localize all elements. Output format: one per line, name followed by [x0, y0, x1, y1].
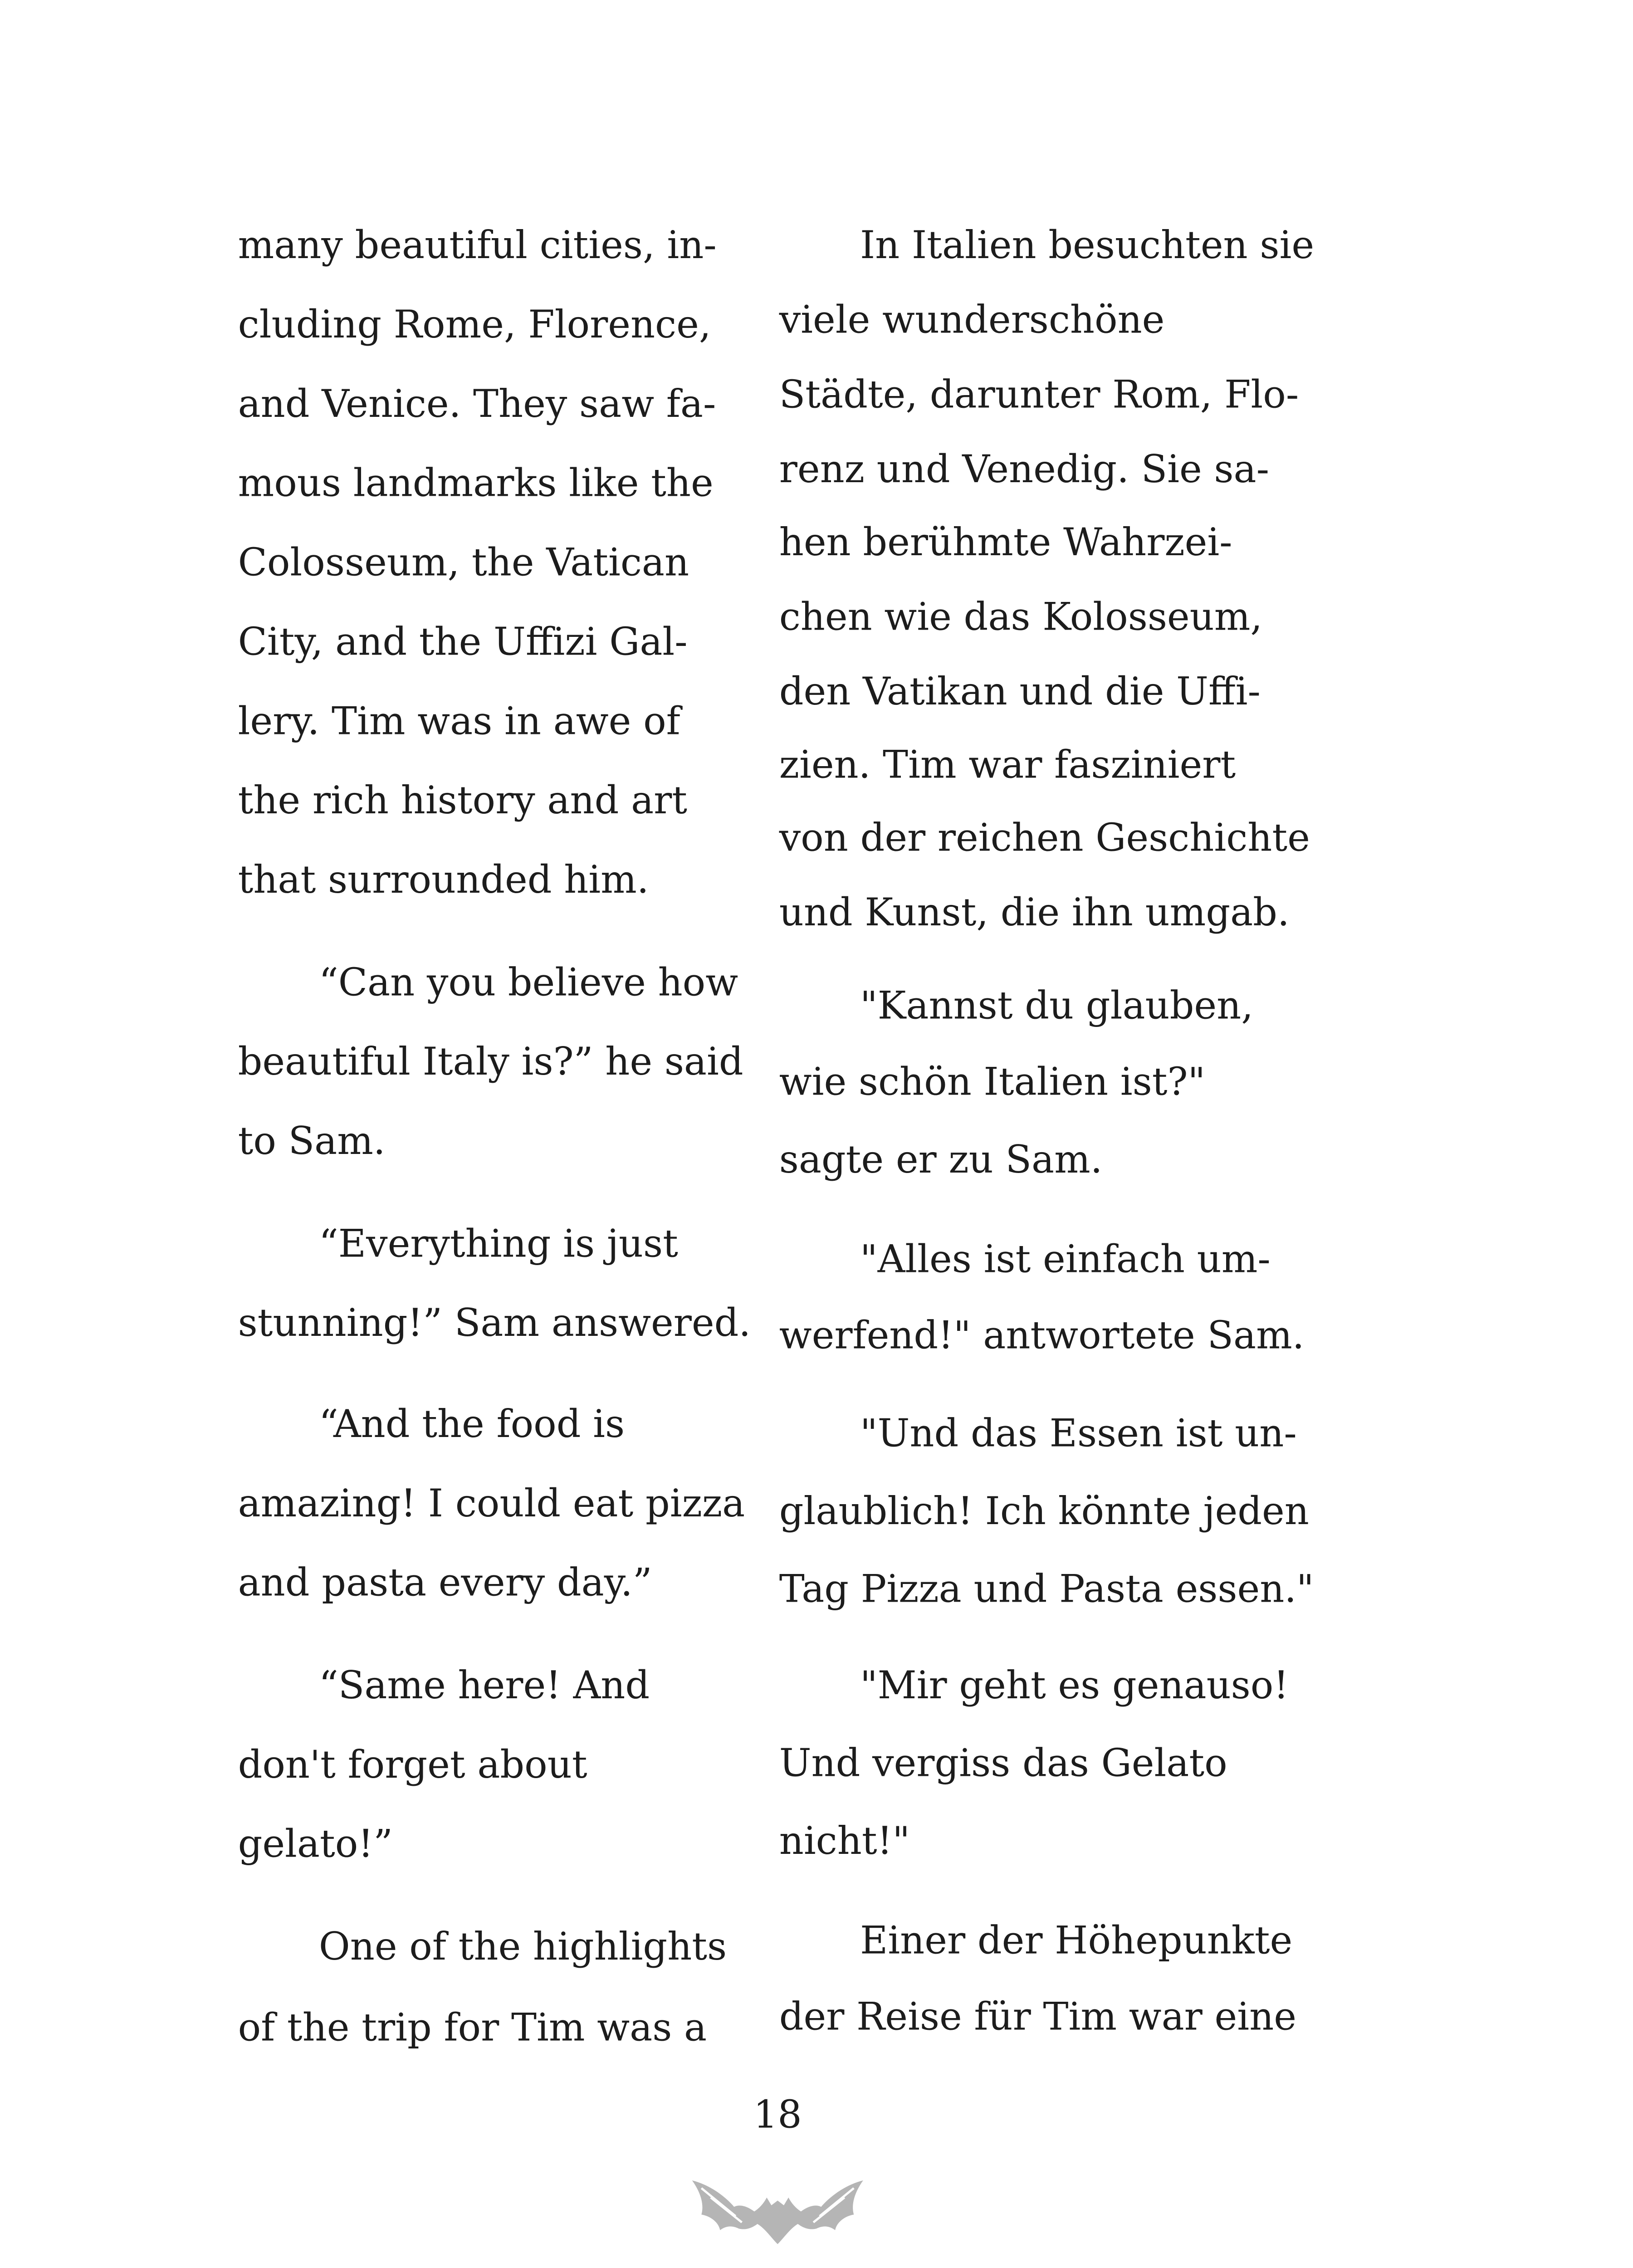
- german-line: hen berühmte Wahrzei-: [779, 519, 1232, 565]
- english-line: “And the food is: [318, 1401, 625, 1447]
- german-line: "Kannst du glauben,: [860, 982, 1253, 1028]
- german-line: den Vatikan und die Uffi-: [779, 669, 1261, 714]
- english-line: many beautiful cities, in-: [238, 222, 717, 268]
- german-line: zien. Tim war fasziniert: [779, 742, 1236, 787]
- english-line: cluding Rome, Florence,: [238, 302, 711, 347]
- bat-icon: [692, 2166, 863, 2247]
- page-number: 18: [753, 2092, 802, 2137]
- bat-shape: [692, 2180, 863, 2244]
- english-line: Colosseum, the Vatican: [238, 539, 689, 585]
- german-line: viele wunderschöne: [779, 297, 1165, 342]
- english-line: and pasta every day.”: [238, 1559, 652, 1605]
- english-line: City, and the Uffizi Gal-: [238, 619, 688, 664]
- german-line: Städte, darunter Rom, Flo-: [779, 371, 1299, 417]
- german-line: sagte er zu Sam.: [779, 1137, 1103, 1182]
- german-line: nicht!": [779, 1818, 910, 1863]
- english-line: that surrounded him.: [238, 857, 649, 902]
- english-line: the rich history and art: [238, 777, 688, 823]
- english-line: One of the highlights: [318, 1924, 727, 1969]
- english-line: lery. Tim was in awe of: [238, 698, 680, 743]
- german-line: von der reichen Geschichte: [779, 815, 1310, 860]
- german-line: wie schön Italien ist?": [779, 1059, 1206, 1105]
- german-line: chen wie das Kolosseum,: [779, 594, 1263, 640]
- english-line: amazing! I could eat pizza: [238, 1480, 745, 1526]
- german-line: In Italien besuchten sie: [860, 222, 1315, 268]
- german-line: renz und Venedig. Sie sa-: [779, 446, 1270, 492]
- german-line: und Kunst, die ihn umgab.: [779, 890, 1290, 935]
- german-line: Tag Pizza und Pasta essen.": [779, 1566, 1314, 1611]
- english-line: to Sam.: [238, 1118, 386, 1163]
- german-line: "Mir geht es genauso!: [860, 1662, 1289, 1708]
- german-line: Und vergiss das Gelato: [779, 1740, 1227, 1785]
- german-line: "Und das Essen ist un-: [860, 1410, 1297, 1456]
- german-line: der Reise für Tim war eine: [779, 1994, 1296, 2039]
- german-line: Einer der Höhepunkte: [860, 1917, 1293, 1963]
- english-line: beautiful Italy is?” he said: [238, 1039, 743, 1084]
- english-line: of the trip for Tim was a: [238, 2004, 707, 2050]
- german-line: werfend!" antwortete Sam.: [779, 1312, 1305, 1358]
- german-line: "Alles ist einfach um-: [860, 1236, 1271, 1282]
- english-line: don't forget about: [238, 1741, 587, 1787]
- german-line: glaublich! Ich könnte jeden: [779, 1488, 1309, 1534]
- english-line: gelato!”: [238, 1821, 393, 1867]
- english-line: stunning!” Sam answered.: [238, 1300, 751, 1345]
- english-line: and Venice. They saw fa-: [238, 381, 716, 426]
- english-line: “Everything is just: [318, 1221, 678, 1266]
- english-line: “Can you believe how: [318, 959, 738, 1005]
- english-line: “Same here! And: [318, 1662, 650, 1708]
- english-line: mous landmarks like the: [238, 460, 714, 506]
